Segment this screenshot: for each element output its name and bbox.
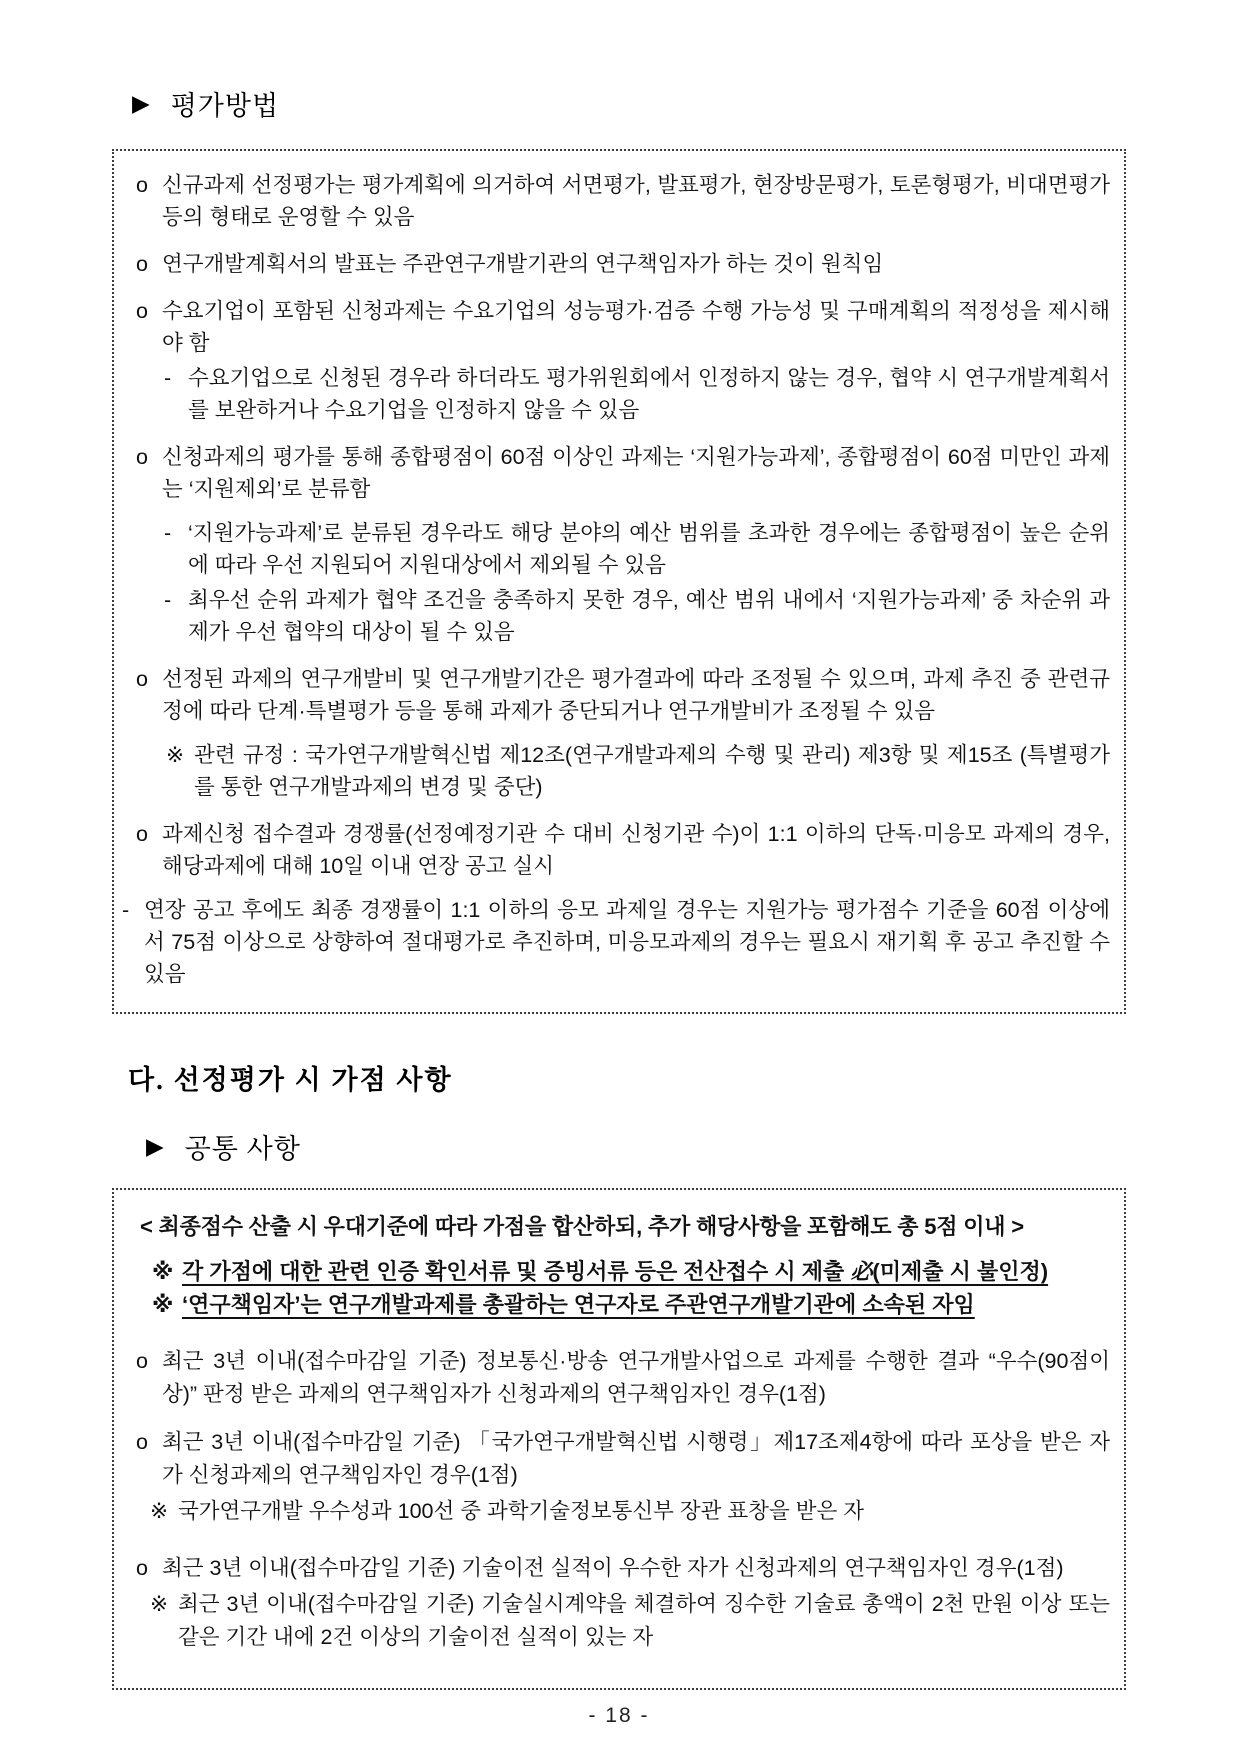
list-item — [136, 818, 1110, 882]
list-item — [136, 169, 1110, 233]
item-marker: ※ — [150, 1499, 169, 1523]
item-marker: o — [136, 1430, 148, 1454]
item-text: 최우선 순위 과제가 협약 조건을 충족하지 못한 경우, 예산 범위 내에서 ‘지원가능과제’ 중 차순위 과제가 우선 협약의 대상이 될 수 있음 — [188, 588, 1110, 644]
item-text: 관련 규정 : 국가연구개발혁신법 제12조(연구개발과제의 수행 및 관리) 제3항 및 제15조 (특별평가를 통한 연구개발과제의 변경 및 중단) — [194, 743, 1110, 799]
item-text: 수요기업으로 신청된 경우라 하더라도 평가위원회에서 인정하지 않는 경우, 협약 시 연구개발계획서를 보완하거나 수요기업을 인정하지 않을 수 있음 — [188, 366, 1110, 422]
note-text-post: (미제출 시 불인정) — [872, 1259, 1049, 1284]
item-marker: o — [136, 173, 148, 197]
common-items-header — [112, 1127, 1126, 1166]
box-note — [152, 1255, 1110, 1288]
item-text: 최근 3년 이내(접수마감일 기준) 기술이전 실적이 우수한 자가 신청과제의 연구책임자인 경우(1점) — [162, 1556, 1064, 1580]
item-marker: - — [122, 898, 130, 922]
list-item — [136, 1426, 1110, 1492]
triangle-marker-icon: ▶ — [146, 1134, 165, 1159]
item-marker: o — [136, 1349, 148, 1373]
eval-method-title: 평가방법 — [170, 91, 280, 121]
list-subitem — [164, 362, 1110, 426]
item-marker: o — [136, 445, 148, 469]
eval-method-header — [112, 84, 1126, 123]
list-note — [166, 739, 1110, 803]
list-subitem — [164, 584, 1110, 648]
item-text: 신청과제의 평가를 통해 종합평점이 60점 이상인 과제는 ‘지원가능과제’, 종합평점이 60점 미만인 과제는 ‘지원제외’로 분류함 — [162, 445, 1110, 501]
item-text: 선정된 과제의 연구개발비 및 연구개발기간은 평가결과에 따라 조정될 수 있으며, 과제 추진 중 관련규정에 따라 단계·특별평가 등을 통해 과제가 중단되거나 연구개발비가 조정될 수 있음 — [162, 667, 1110, 723]
list-item — [136, 1345, 1110, 1411]
note-text: ‘연구책임자’는 연구개발과제를 총괄하는 연구자로 주관연구개발기관에 소속된 자임 — [182, 1292, 975, 1317]
list-item — [136, 441, 1110, 505]
list-item — [136, 248, 1110, 280]
item-marker: o — [136, 252, 148, 276]
item-text: 최근 3년 이내(접수마감일 기준) 「국가연구개발혁신법 시행령」제17조제4항에 따라 포상을 받은 자가 신청과제의 연구책임자인 경우(1점) — [162, 1430, 1110, 1487]
item-marker: - — [164, 521, 172, 545]
item-marker: ※ — [166, 743, 185, 767]
note-text — [182, 1259, 1048, 1284]
footer-page-number: - 18 - — [588, 1704, 650, 1727]
list-note — [150, 1495, 1110, 1528]
item-marker: o — [136, 667, 148, 691]
item-text: 국가연구개발 우수성과 100선 중 과학기술정보통신부 장관 표창을 받은 자 — [178, 1499, 864, 1523]
must-glyph: 必 — [850, 1259, 873, 1284]
note-marker: ※ — [152, 1292, 174, 1317]
note-text-pre: 각 가점에 대한 관련 인증 확인서류 및 증빙서류 등은 전산접수 시 제출 — [182, 1259, 851, 1284]
item-text: ‘지원가능과제’로 분류된 경우라도 해당 분야의 예산 범위를 초과한 경우에는 종합평점이 높은 순위에 따라 우선 지원되어 지원대상에서 제외될 수 있음 — [188, 521, 1110, 577]
bonus-points-box — [112, 1188, 1126, 1690]
item-text: 최근 3년 이내(접수마감일 기준) 기술실시계약을 체결하여 징수한 기술료 총액이 2천 만원 이상 또는 같은 기간 내에 2건 이상의 기술이전 실적이 있는 자 — [178, 1592, 1110, 1649]
list-subitem — [164, 517, 1110, 581]
item-text: 수요기업이 포함된 신청과제는 수요기업의 성능평가·검증 수행 가능성 및 구매계획의 적정성을 제시해야 함 — [162, 299, 1110, 355]
common-items-title: 공통 사항 — [184, 1134, 301, 1164]
list-item — [136, 1552, 1110, 1585]
box-title: < 최종점수 산출 시 우대기준에 따라 가점을 합산하되, 추가 해당사항을 포함해도 총 5점 이내 > — [140, 1214, 1024, 1239]
box-note — [152, 1288, 1110, 1321]
item-marker: o — [136, 299, 148, 323]
item-marker: o — [136, 1556, 148, 1580]
list-item — [136, 663, 1110, 727]
item-text: 신규과제 선정평가는 평가계획에 의거하여 서면평가, 발표평가, 현장방문평가, 토론형평가, 비대면평가 등의 형태로 운영할 수 있음 — [162, 173, 1110, 229]
note-marker: ※ — [152, 1259, 174, 1284]
item-text: 최근 3년 이내(접수마감일 기준) 정보통신·방송 연구개발사업으로 과제를 수행한 결과 “우수(90점이상)” 판정 받은 과제의 연구책임자가 신청과제의 연구책임자인 경우(1점) — [162, 1349, 1110, 1406]
triangle-marker-icon: ▶ — [132, 91, 151, 116]
item-marker: - — [164, 588, 172, 612]
item-text: 과제신청 접수결과 경쟁률(선정예정기관 수 대비 신청기관 수)이 1:1 이하의 단독·미응모 과제의 경우, 해당과제에 대해 10일 이내 연장 공고 실시 — [162, 822, 1110, 878]
eval-method-box — [112, 149, 1126, 1014]
list-note — [150, 1588, 1110, 1654]
list-subitem — [122, 894, 1110, 990]
item-marker: ※ — [150, 1592, 169, 1616]
item-text: 연장 공고 후에도 최종 경쟁률이 1:1 이하의 응모 과제일 경우는 지원가능 평가점수 기준을 60점 이상에서 75점 이상으로 상향하여 절대평가로 추진하며, 미응모과제의 경우는 필요시 재기획 후 공고 추진할 수 있음 — [144, 898, 1110, 986]
item-marker: - — [164, 366, 172, 390]
item-marker: o — [136, 822, 148, 846]
bonus-section-heading: 다. 선정평가 시 가점 사항 — [128, 1065, 453, 1095]
item-text: 연구개발계획서의 발표는 주관연구개발기관의 연구책임자가 하는 것이 원칙임 — [162, 252, 884, 276]
list-item — [136, 295, 1110, 359]
